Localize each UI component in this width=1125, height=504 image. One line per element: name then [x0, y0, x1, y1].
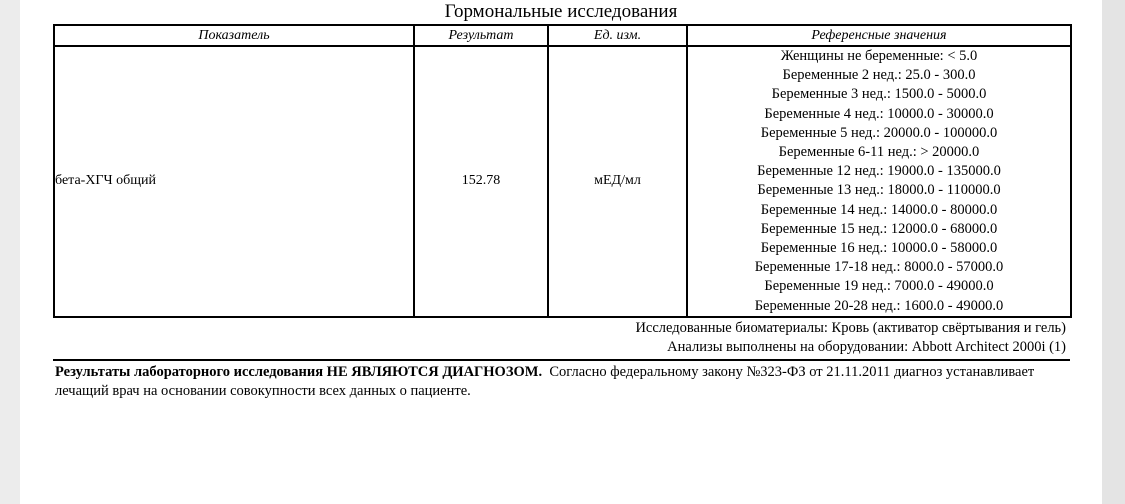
divider — [53, 359, 1070, 361]
reference-line: Беременные 3 нед.: 1500.0 - 5000.0 — [771, 86, 987, 103]
reference-line: Беременные 12 нед.: 19000.0 - 135000.0 — [757, 163, 1001, 180]
document-page — [20, 0, 1102, 504]
table-row — [54, 46, 1071, 317]
reference-line: Беременные 5 нед.: 20000.0 - 100000.0 — [760, 124, 998, 141]
section-title: Гормональные исследования — [444, 1, 678, 22]
viewer-side-margin — [1102, 0, 1125, 504]
column-header-parameter: Показатель — [54, 25, 414, 46]
disclaimer-text: Согласно федеральному закону №323-ФЗ от 21.11.2011 диагноз устанавливает лечащий врач на основании совокупности всех данных о пациенте. — [55, 364, 1035, 399]
reference-line: Беременные 2 нед.: 25.0 - 300.0 — [782, 67, 976, 84]
column-header-result: Результат — [414, 25, 548, 46]
parameter-name: бета-ХГЧ общий — [54, 46, 414, 317]
table-header-row — [54, 25, 1071, 46]
biomaterials-note: Исследованные биоматериалы: Кровь (активатор свёртывания и гель) — [635, 320, 1066, 336]
result-value: 152.78 — [414, 46, 548, 317]
equipment-note: Анализы выполнены на оборудовании: Abbott Architect 2000i (1) — [667, 339, 1066, 355]
unit-value: мЕД/мл — [548, 46, 687, 317]
reference-line: Беременные 15 нед.: 12000.0 - 68000.0 — [760, 220, 998, 237]
disclaimer-bold: Результаты лабораторного исследования НЕ ЯВЛЯЮТСЯ ДИАГНОЗОМ. — [55, 364, 543, 380]
reference-values — [687, 46, 1071, 317]
reference-line: Беременные 14 нед.: 14000.0 - 80000.0 — [760, 201, 998, 218]
disclaimer — [55, 363, 1075, 401]
reference-line: Беременные 6-11 нед.: > 20000.0 — [778, 144, 980, 161]
reference-line: Женщины не беременные: < 5.0 — [780, 48, 978, 64]
reference-line: Беременные 20-28 нед.: 1600.0 - 49000.0 — [754, 297, 1004, 314]
reference-line: Беременные 17-18 нед.: 8000.0 - 57000.0 — [754, 259, 1004, 276]
column-header-unit: Ед. изм. — [548, 25, 687, 46]
reference-line: Беременные 16 нед.: 10000.0 - 58000.0 — [760, 240, 998, 257]
column-header-reference: Референсные значения — [687, 25, 1071, 46]
results-table — [53, 24, 1072, 318]
reference-line: Беременные 19 нед.: 7000.0 - 49000.0 — [764, 278, 994, 295]
reference-line: Беременные 13 нед.: 18000.0 - 110000.0 — [757, 182, 1001, 199]
reference-line: Беременные 4 нед.: 10000.0 - 30000.0 — [764, 105, 994, 122]
